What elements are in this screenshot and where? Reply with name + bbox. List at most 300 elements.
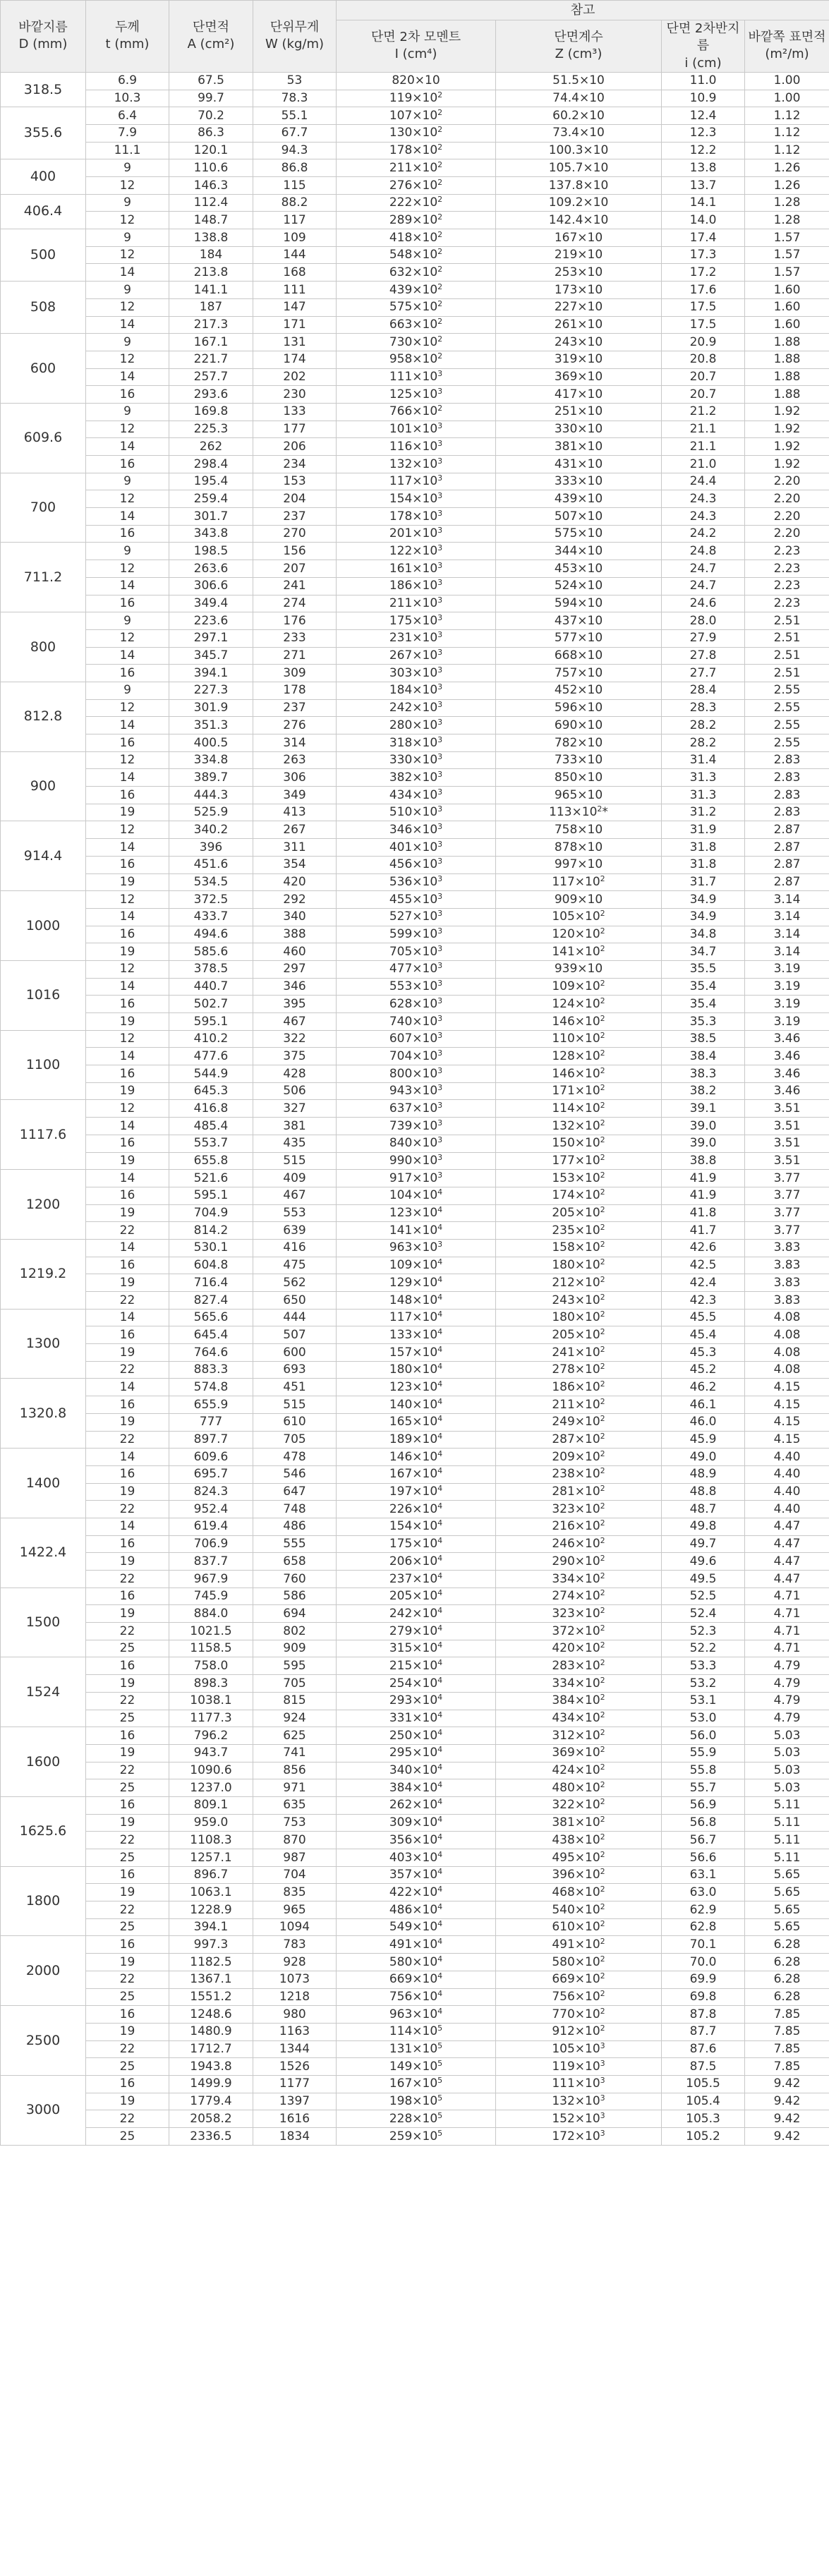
- header-thickness: 두께 t (mm): [86, 1, 169, 73]
- modulus-cell: $205\times 10^2$: [496, 1326, 662, 1344]
- outer-diameter-cell: 711.2: [1, 543, 86, 612]
- table-row: [1, 1274, 829, 1292]
- surface-cell: 1.60: [745, 298, 829, 316]
- surface-cell: 9.42: [745, 2093, 829, 2110]
- surface-cell: 4.40: [745, 1449, 829, 1466]
- outer-diameter-cell: 914.4: [1, 821, 86, 891]
- surface-cell: 1.57: [745, 264, 829, 282]
- table-row: [1, 159, 829, 177]
- area-cell: 565.6: [169, 1309, 253, 1326]
- modulus-cell: 173×10: [496, 282, 662, 299]
- surface-cell: 1.60: [745, 282, 829, 299]
- table-row: [1, 1657, 829, 1675]
- modulus-cell: 253×10: [496, 264, 662, 282]
- radius-cell: 28.2: [662, 734, 745, 752]
- table-row: [1, 717, 829, 734]
- unit-weight-cell: 381: [253, 1118, 337, 1135]
- area-cell: 372.5: [169, 891, 253, 909]
- outer-diameter-cell: 400: [1, 159, 86, 194]
- table-row: [1, 1135, 829, 1152]
- moment-cell: $663\times 10^2$: [337, 316, 496, 334]
- thickness-cell: 14: [86, 1518, 169, 1535]
- modulus-cell: $216\times 10^2$: [496, 1518, 662, 1535]
- surface-cell: 2.23: [745, 543, 829, 560]
- area-cell: 897.7: [169, 1431, 253, 1449]
- modulus-cell: $141\times 10^2$: [496, 943, 662, 961]
- unit-weight-cell: 486: [253, 1518, 337, 1535]
- unit-weight-cell: 658: [253, 1553, 337, 1571]
- moment-cell: $131\times 10^5$: [337, 2040, 496, 2058]
- moment-cell: $293\times 10^4$: [337, 1692, 496, 1710]
- unit-weight-cell: 297: [253, 960, 337, 978]
- moment-cell: $107\times 10^2$: [337, 107, 496, 125]
- area-cell: 704.9: [169, 1204, 253, 1222]
- unit-weight-cell: 1526: [253, 2058, 337, 2076]
- modulus-cell: $180\times 10^2$: [496, 1309, 662, 1326]
- unit-weight-cell: 276: [253, 717, 337, 734]
- moment-cell: $165\times 10^4$: [337, 1413, 496, 1431]
- area-cell: 167.1: [169, 334, 253, 351]
- surface-cell: 3.46: [745, 1048, 829, 1065]
- thickness-cell: 9: [86, 543, 169, 560]
- moment-cell: $149\times 10^5$: [337, 2058, 496, 2076]
- unit-weight-cell: 263: [253, 751, 337, 769]
- radius-cell: 63.1: [662, 1866, 745, 1884]
- modulus-cell: $274\times 10^2$: [496, 1588, 662, 1605]
- moment-cell: $357\times 10^4$: [337, 1866, 496, 1884]
- table-row: [1, 1082, 829, 1100]
- table-row: [1, 1361, 829, 1379]
- thickness-cell: 16: [86, 787, 169, 804]
- area-cell: 400.5: [169, 734, 253, 752]
- modulus-cell: $322\times 10^2$: [496, 1796, 662, 1814]
- unit-weight-cell: 924: [253, 1710, 337, 1727]
- area-cell: 544.9: [169, 1065, 253, 1083]
- radius-cell: 28.0: [662, 612, 745, 630]
- surface-cell: 5.65: [745, 1901, 829, 1919]
- table-body: [1, 72, 829, 2145]
- thickness-cell: 12: [86, 490, 169, 508]
- unit-weight-cell: 311: [253, 839, 337, 857]
- radius-cell: 42.4: [662, 1274, 745, 1292]
- radius-cell: 41.8: [662, 1204, 745, 1222]
- area-cell: 898.3: [169, 1675, 253, 1693]
- unit-weight-cell: 444: [253, 1309, 337, 1326]
- unit-weight-cell: 760: [253, 1571, 337, 1588]
- table-row: [1, 72, 829, 90]
- moment-cell: $178\times 10^2$: [337, 142, 496, 159]
- table-row: [1, 665, 829, 682]
- surface-cell: 3.19: [745, 978, 829, 996]
- radius-cell: 38.8: [662, 1152, 745, 1170]
- radius-cell: 31.3: [662, 787, 745, 804]
- area-cell: 112.4: [169, 194, 253, 212]
- thickness-cell: 19: [86, 1884, 169, 1901]
- thickness-cell: 12: [86, 629, 169, 647]
- table-row: [1, 734, 829, 752]
- thickness-cell: 12: [86, 421, 169, 438]
- surface-cell: 1.88: [745, 351, 829, 368]
- radius-cell: 17.5: [662, 298, 745, 316]
- table-row: [1, 699, 829, 717]
- moment-cell: $237\times 10^4$: [337, 1571, 496, 1588]
- radius-cell: 20.7: [662, 368, 745, 386]
- modulus-cell: 344×10: [496, 543, 662, 560]
- thickness-cell: 19: [86, 1675, 169, 1693]
- outer-diameter-cell: 1625.6: [1, 1796, 86, 1866]
- table-row: [1, 2058, 829, 2076]
- unit-weight-cell: 562: [253, 1274, 337, 1292]
- radius-cell: 48.9: [662, 1465, 745, 1483]
- area-cell: 416.8: [169, 1100, 253, 1118]
- unit-weight-cell: 639: [253, 1222, 337, 1240]
- thickness-cell: 16: [86, 1396, 169, 1414]
- unit-weight-cell: 306: [253, 769, 337, 787]
- modulus-cell: 850×10: [496, 769, 662, 787]
- table-row: [1, 1866, 829, 1884]
- moment-cell: $215\times 10^4$: [337, 1657, 496, 1675]
- moment-cell: $958\times 10^2$: [337, 351, 496, 368]
- moment-cell: $178\times 10^3$: [337, 508, 496, 526]
- thickness-cell: 16: [86, 2075, 169, 2093]
- area-cell: 293.6: [169, 386, 253, 404]
- modulus-cell: $211\times 10^2$: [496, 1396, 662, 1414]
- unit-weight-cell: 202: [253, 368, 337, 386]
- outer-diameter-cell: 1000: [1, 891, 86, 961]
- header-reference: 참고: [337, 1, 829, 20]
- table-row: [1, 456, 829, 473]
- radius-cell: 49.6: [662, 1553, 745, 1571]
- surface-cell: 1.00: [745, 90, 829, 107]
- thickness-cell: 16: [86, 1065, 169, 1083]
- radius-cell: 35.3: [662, 1013, 745, 1031]
- unit-weight-cell: 451: [253, 1379, 337, 1396]
- radius-cell: 48.8: [662, 1483, 745, 1501]
- thickness-cell: 22: [86, 1901, 169, 1919]
- unit-weight-cell: 650: [253, 1292, 337, 1310]
- table-row: [1, 438, 829, 456]
- table-row: [1, 1013, 829, 1031]
- thickness-cell: 14: [86, 769, 169, 787]
- moment-cell: $637\times 10^3$: [337, 1100, 496, 1118]
- surface-cell: 2.51: [745, 647, 829, 665]
- surface-cell: 7.85: [745, 2040, 829, 2058]
- radius-cell: 56.9: [662, 1796, 745, 1814]
- outer-diameter-cell: 508: [1, 282, 86, 334]
- table-row: [1, 943, 829, 961]
- thickness-cell: 19: [86, 2023, 169, 2040]
- moment-cell: $963\times 10^3$: [337, 1239, 496, 1257]
- thickness-cell: 12: [86, 212, 169, 229]
- area-cell: 195.4: [169, 473, 253, 490]
- radius-cell: 56.8: [662, 1814, 745, 1832]
- area-cell: 301.9: [169, 699, 253, 717]
- table-row: [1, 1465, 829, 1483]
- radius-cell: 41.9: [662, 1170, 745, 1187]
- unit-weight-cell: 416: [253, 1239, 337, 1257]
- outer-diameter-cell: 1219.2: [1, 1239, 86, 1309]
- modulus-cell: $113\times 10^2*$: [496, 804, 662, 821]
- table-row: [1, 1152, 829, 1170]
- area-cell: 298.4: [169, 456, 253, 473]
- area-cell: 1182.5: [169, 1954, 253, 1971]
- surface-cell: 7.85: [745, 2058, 829, 2076]
- table-row: [1, 1553, 829, 1571]
- area-cell: 525.9: [169, 804, 253, 821]
- modulus-cell: 417×10: [496, 386, 662, 404]
- moment-cell: $276\times 10^2$: [337, 177, 496, 195]
- moment-cell: $198\times 10^5$: [337, 2093, 496, 2110]
- unit-weight-cell: 553: [253, 1204, 337, 1222]
- area-cell: 534.5: [169, 873, 253, 891]
- area-cell: 883.3: [169, 1361, 253, 1379]
- table-row: [1, 177, 829, 195]
- thickness-cell: 11.1: [86, 142, 169, 159]
- moment-cell: $295\times 10^4$: [337, 1744, 496, 1762]
- modulus-cell: $756\times 10^2$: [496, 1988, 662, 2006]
- moment-cell: $231\times 10^3$: [337, 629, 496, 647]
- moment-cell: $161\times 10^3$: [337, 560, 496, 578]
- table-row: [1, 856, 829, 873]
- moment-cell: $477\times 10^3$: [337, 960, 496, 978]
- thickness-cell: 19: [86, 873, 169, 891]
- unit-weight-cell: 420: [253, 873, 337, 891]
- table-row: [1, 2093, 829, 2110]
- outer-diameter-cell: 812.8: [1, 682, 86, 751]
- table-row: [1, 1605, 829, 1623]
- thickness-cell: 19: [86, 2093, 169, 2110]
- unit-weight-cell: 55.1: [253, 107, 337, 125]
- surface-cell: 4.47: [745, 1535, 829, 1553]
- table-row: [1, 1187, 829, 1204]
- thickness-cell: 22: [86, 1431, 169, 1449]
- surface-cell: 2.83: [745, 787, 829, 804]
- table-row: [1, 926, 829, 943]
- modulus-cell: $381\times 10^2$: [496, 1814, 662, 1832]
- radius-cell: 41.9: [662, 1187, 745, 1204]
- surface-cell: 2.55: [745, 717, 829, 734]
- radius-cell: 52.4: [662, 1605, 745, 1623]
- modulus-cell: $212\times 10^2$: [496, 1274, 662, 1292]
- table-row: [1, 282, 829, 299]
- thickness-cell: 9: [86, 612, 169, 630]
- moment-cell: $175\times 10^3$: [337, 612, 496, 630]
- modulus-cell: 690×10: [496, 717, 662, 734]
- unit-weight-cell: 133: [253, 403, 337, 421]
- modulus-cell: $109\times 10^2$: [496, 978, 662, 996]
- surface-cell: 2.55: [745, 699, 829, 717]
- area-cell: 1090.6: [169, 1762, 253, 1779]
- modulus-cell: $180\times 10^2$: [496, 1257, 662, 1274]
- moment-cell: $943\times 10^3$: [337, 1082, 496, 1100]
- unit-weight-cell: 705: [253, 1675, 337, 1693]
- surface-cell: 2.83: [745, 751, 829, 769]
- moment-cell: $628\times 10^3$: [337, 996, 496, 1013]
- radius-cell: 28.3: [662, 699, 745, 717]
- surface-cell: 2.55: [745, 682, 829, 699]
- thickness-cell: 25: [86, 1640, 169, 1657]
- moment-cell: $599\times 10^3$: [337, 926, 496, 943]
- surface-cell: 1.60: [745, 316, 829, 334]
- radius-cell: 87.6: [662, 2040, 745, 2058]
- modulus-cell: 939×10: [496, 960, 662, 978]
- table-row: [1, 804, 829, 821]
- radius-cell: 24.3: [662, 508, 745, 526]
- unit-weight-cell: 507: [253, 1326, 337, 1344]
- modulus-cell: 51.5×10: [496, 72, 662, 90]
- outer-diameter-cell: 1300: [1, 1309, 86, 1379]
- thickness-cell: 14: [86, 438, 169, 456]
- area-cell: 1228.9: [169, 1901, 253, 1919]
- table-row: [1, 1535, 829, 1553]
- unit-weight-cell: 802: [253, 1623, 337, 1640]
- moment-cell: $186\times 10^3$: [337, 577, 496, 595]
- area-cell: 2336.5: [169, 2128, 253, 2146]
- radius-cell: 56.7: [662, 1832, 745, 1849]
- table-row: [1, 473, 829, 490]
- moment-cell: $184\times 10^3$: [337, 682, 496, 699]
- surface-cell: 3.83: [745, 1239, 829, 1257]
- thickness-cell: 25: [86, 1918, 169, 1936]
- modulus-cell: $287\times 10^2$: [496, 1431, 662, 1449]
- area-cell: 110.6: [169, 159, 253, 177]
- moment-cell: $990\times 10^3$: [337, 1152, 496, 1170]
- table-row: [1, 821, 829, 839]
- area-cell: 394.1: [169, 1918, 253, 1936]
- moment-cell: $279\times 10^4$: [337, 1623, 496, 1640]
- radius-cell: 35.4: [662, 996, 745, 1013]
- moment-cell: $148\times 10^4$: [337, 1292, 496, 1310]
- radius-cell: 24.7: [662, 560, 745, 578]
- moment-cell: $340\times 10^4$: [337, 1762, 496, 1779]
- table-row: [1, 1936, 829, 1954]
- radius-cell: 48.7: [662, 1501, 745, 1518]
- table-row: [1, 1623, 829, 1640]
- area-cell: 378.5: [169, 960, 253, 978]
- modulus-cell: $132\times 10^2$: [496, 1118, 662, 1135]
- surface-cell: 1.92: [745, 421, 829, 438]
- table-row: [1, 1118, 829, 1135]
- moment-cell: $111\times 10^3$: [337, 368, 496, 386]
- area-cell: 952.4: [169, 1501, 253, 1518]
- modulus-cell: 782×10: [496, 734, 662, 752]
- modulus-cell: $186\times 10^2$: [496, 1379, 662, 1396]
- unit-weight-cell: 176: [253, 612, 337, 630]
- table-row: [1, 873, 829, 891]
- unit-weight-cell: 409: [253, 1170, 337, 1187]
- thickness-cell: 14: [86, 316, 169, 334]
- table-row: [1, 1518, 829, 1535]
- table-row: [1, 1100, 829, 1118]
- thickness-cell: 16: [86, 1187, 169, 1204]
- radius-cell: 39.0: [662, 1118, 745, 1135]
- unit-weight-cell: 354: [253, 856, 337, 873]
- modulus-cell: $495\times 10^2$: [496, 1849, 662, 1867]
- surface-cell: 5.11: [745, 1832, 829, 1849]
- modulus-cell: $153\times 10^2$: [496, 1170, 662, 1187]
- table-row: [1, 2006, 829, 2024]
- radius-cell: 63.0: [662, 1884, 745, 1901]
- area-cell: 451.6: [169, 856, 253, 873]
- surface-cell: 5.65: [745, 1884, 829, 1901]
- unit-weight-cell: 870: [253, 1832, 337, 1849]
- radius-cell: 55.7: [662, 1779, 745, 1797]
- unit-weight-cell: 237: [253, 699, 337, 717]
- thickness-cell: 14: [86, 1379, 169, 1396]
- moment-cell: $267\times 10^3$: [337, 647, 496, 665]
- radius-cell: 34.7: [662, 943, 745, 961]
- thickness-cell: 25: [86, 1710, 169, 1727]
- unit-weight-cell: 131: [253, 334, 337, 351]
- area-cell: 1108.3: [169, 1832, 253, 1849]
- modulus-cell: 507×10: [496, 508, 662, 526]
- surface-cell: 4.71: [745, 1640, 829, 1657]
- thickness-cell: 19: [86, 943, 169, 961]
- unit-weight-cell: 88.2: [253, 194, 337, 212]
- area-cell: 334.8: [169, 751, 253, 769]
- surface-cell: 3.51: [745, 1152, 829, 1170]
- thickness-cell: 25: [86, 2058, 169, 2076]
- thickness-cell: 19: [86, 1483, 169, 1501]
- modulus-cell: $540\times 10^2$: [496, 1901, 662, 1919]
- unit-weight-cell: 267: [253, 821, 337, 839]
- radius-cell: 27.8: [662, 647, 745, 665]
- radius-cell: 17.2: [662, 264, 745, 282]
- thickness-cell: 16: [86, 665, 169, 682]
- moment-cell: $403\times 10^4$: [337, 1849, 496, 1867]
- table-row: [1, 577, 829, 595]
- modulus-cell: $235\times 10^2$: [496, 1222, 662, 1240]
- modulus-cell: $396\times 10^2$: [496, 1866, 662, 1884]
- surface-cell: 3.46: [745, 1065, 829, 1083]
- surface-cell: 7.85: [745, 2006, 829, 2024]
- table-row: [1, 1779, 829, 1797]
- surface-cell: 3.77: [745, 1170, 829, 1187]
- moment-cell: $356\times 10^4$: [337, 1832, 496, 1849]
- surface-cell: 2.23: [745, 560, 829, 578]
- area-cell: 967.9: [169, 1571, 253, 1588]
- moment-cell: $129\times 10^4$: [337, 1274, 496, 1292]
- moment-cell: $740\times 10^3$: [337, 1013, 496, 1031]
- modulus-cell: $283\times 10^2$: [496, 1657, 662, 1675]
- table-row: [1, 2110, 829, 2128]
- table-row: [1, 1030, 829, 1048]
- table-row: [1, 1692, 829, 1710]
- modulus-cell: $174\times 10^2$: [496, 1187, 662, 1204]
- moment-cell: $315\times 10^4$: [337, 1640, 496, 1657]
- radius-cell: 53.2: [662, 1675, 745, 1693]
- moment-cell: $434\times 10^3$: [337, 787, 496, 804]
- modulus-cell: $146\times 10^2$: [496, 1013, 662, 1031]
- table-row: [1, 1344, 829, 1362]
- area-cell: 340.2: [169, 821, 253, 839]
- table-row: [1, 2075, 829, 2093]
- area-cell: 695.7: [169, 1465, 253, 1483]
- thickness-cell: 12: [86, 699, 169, 717]
- radius-cell: 105.5: [662, 2075, 745, 2093]
- radius-cell: 52.5: [662, 1588, 745, 1605]
- area-cell: 609.6: [169, 1449, 253, 1466]
- outer-diameter-cell: 1500: [1, 1588, 86, 1657]
- area-cell: 896.7: [169, 1866, 253, 1884]
- radius-cell: 62.9: [662, 1901, 745, 1919]
- area-cell: 394.1: [169, 665, 253, 682]
- thickness-cell: 25: [86, 2128, 169, 2146]
- moment-cell: $167\times 10^5$: [337, 2075, 496, 2093]
- moment-cell: $330\times 10^3$: [337, 751, 496, 769]
- radius-cell: 87.8: [662, 2006, 745, 2024]
- area-cell: 943.7: [169, 1744, 253, 1762]
